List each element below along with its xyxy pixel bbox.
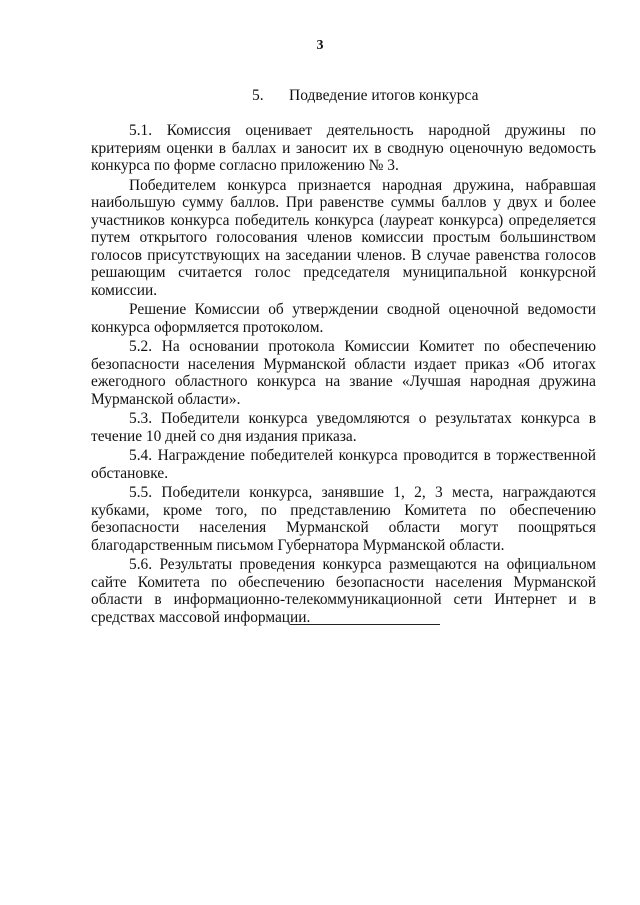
section-title: Подведение итогов конкурса (289, 87, 479, 104)
page-number: 3 (316, 38, 324, 53)
paragraph-5-6: 5.6. Результаты проведения конкурса размещаются на официальном сайте Комитета по обеспечению безопасности населения Мурманской области в информационно-телекоммуникационной сети Интернет и в средствах массовой информации. (91, 556, 596, 626)
paragraph-protocol: Решение Комиссии об утверждении сводной оценочной ведомости конкурса оформляется протоколом. (91, 301, 596, 336)
paragraph-5-2: 5.2. На основании протокола Комиссии Комитет по обеспечению безопасности населения Мурманской области издает приказ «Об итогах ежегодного областного конкурса на звание «Лучшая народная дружина Мурманской области». (91, 338, 596, 408)
paragraph-5-1: 5.1. Комиссия оценивает деятельность народной дружины по критериям оценки в баллах и заносит их в сводную оценочную ведомость конкурса по форме согласно приложению № 3. (91, 122, 596, 174)
paragraph-5-4: 5.4. Награждение победителей конкурса проводится в торжественной обстановке. (91, 447, 596, 482)
end-divider (290, 624, 440, 625)
paragraph-winner-rule: Победителем конкурса признается народная дружина, набравшая наибольшую сумму баллов. При равенстве суммы баллов у двух и более участников конкурса победитель конкурса (лауреат конкурса) определяется путем открытого голосования членов комиссии простым большинством голосов присутствующих на заседании членов. В случае равенства голосов решающим считается голос председателя муниципальной конкурсной комиссии. (91, 176, 596, 299)
section-number: 5. (252, 87, 264, 104)
paragraph-5-5: 5.5. Победители конкурса, занявшие 1, 2, 3 места, награждаются кубками, кроме того, по представлению Комитета по обеспечению безопасности населения Мурманской области могут поощряться благодарственным письмом Губернатора Мурманской области. (91, 484, 596, 554)
section-body (91, 122, 596, 626)
paragraph-5-3: 5.3. Победители конкурса уведомляются о результатах конкурса в течение 10 дней со дня издания приказа. (91, 410, 596, 445)
